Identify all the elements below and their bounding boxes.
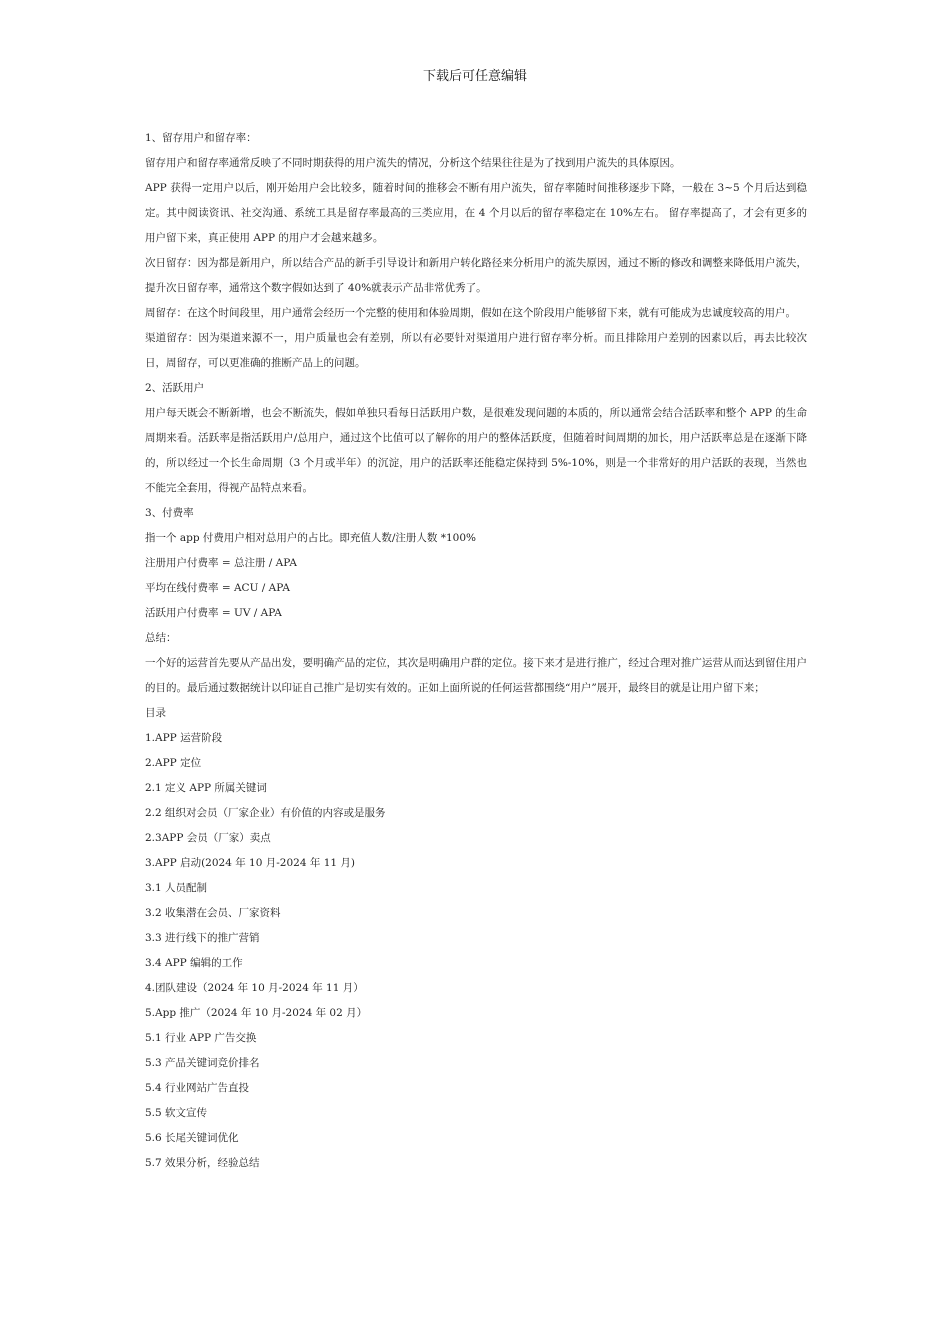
toc-item: 5.App 推广（2024 年 10 月-2024 年 02 月） (145, 1007, 368, 1019)
paragraph: 次日留存：因为都是新用户，所以结合产品的新手引导设计和新用户转化路径来分析用户的流失原因，通过不断的修改和调整来降低用户流失，提升次日留存率，通常这个数字假如达到了 40%就表示产品非常优秀了。 (145, 257, 807, 294)
document-body (145, 126, 807, 1176)
formula-line: 活跃用户付费率 = UV / APA (145, 607, 282, 619)
paragraph: 留存用户和留存率通常反映了不同时期获得的用户流失的情况，分析这个结果往往是为了找到用户流失的具体原因。 (145, 157, 681, 169)
summary-heading: 总结： (145, 632, 177, 644)
paragraph: 指一个 app 付费用户相对总用户的占比。即充值人数/注册人数 *100% (145, 532, 477, 544)
section-heading-pay-rate: 3、付费率 (145, 507, 194, 519)
toc-item: 5.5 软文宣传 (145, 1107, 208, 1119)
toc-item: 3.4 APP 编辑的工作 (145, 957, 243, 969)
formula-line: 平均在线付费率 = ACU / APA (145, 582, 290, 594)
toc-item: 3.APP 启动(2024 年 10 月-2024 年 11 月) (145, 857, 355, 869)
paragraph: 用户每天既会不断新增，也会不断流失，假如单独只看每日活跃用户数，是很难发现问题的本质的，所以通常会结合活跃率和整个 APP 的生命周期来看。活跃率是指活跃用户/总用户，通过这个比值可以了解你的用户的整体活跃度，但随着时间周期的加长，用户活跃率总是在逐渐下降的，所以经过一个长生命周期（3 个月或半年）的沉淀，用户的活跃率还能稳定保持到 5%-10%，则是一个非常好的用户活跃的表现，当然也不能完全套用，得视产品特点来看。 (145, 407, 807, 494)
toc-item: 5.7 效果分析，经验总结 (145, 1157, 260, 1169)
header-title: 下载后可任意编辑 (422, 69, 527, 84)
paragraph: APP 获得一定用户以后，刚开始用户会比较多，随着时间的推移会不断有用户流失，留存率随时间推移逐步下降，一般在 3~5 个月后达到稳定。其中阅读资讯、社交沟通、系统工具是留存率最高的三类应用，在 4 个月以后的留存率稳定在 10%左右。 留存率提高了，才会有更多的用户留下来，真正使用 APP 的用户才会越来越多。 (145, 182, 807, 244)
toc-item: 2.3APP 会员（厂家）卖点 (145, 832, 271, 844)
toc-item: 5.1 行业 APP 广告交换 (145, 1032, 257, 1044)
paragraph: 渠道留存：因为渠道来源不一，用户质量也会有差别，所以有必要针对渠道用户进行留存率分析。而且排除用户差别的因素以后，再去比较次日，周留存，可以更准确的推断产品上的问题。 (145, 332, 807, 369)
toc-item: 5.6 长尾关键词优化 (145, 1132, 239, 1144)
toc-item: 5.4 行业网站广告直投 (145, 1082, 250, 1094)
toc-item: 2.2 组织对会员（厂家企业）有价值的内容或是服务 (145, 807, 386, 819)
section-heading-active-users: 2、活跃用户 (145, 382, 205, 394)
page-header (0, 68, 950, 86)
toc-item: 3.3 进行线下的推广营销 (145, 932, 260, 944)
paragraph: 一个好的运营首先要从产品出发，要明确产品的定位，其次是明确用户群的定位。接下来才是进行推广，经过合理对推广运营从而达到留住用户的目的。最后通过数据统计以印证自己推广是切实有效的。正如上面所说的任何运营都围绕“用户”展开，最终目的就是让用户留下来； (145, 657, 807, 694)
formula-line: 注册用户付费率 = 总注册 / APA (145, 557, 297, 569)
toc-item: 1.APP 运营阶段 (145, 732, 223, 744)
toc-item: 2.1 定义 APP 所属关键词 (145, 782, 267, 794)
toc-item: 3.1 人员配制 (145, 882, 208, 894)
section-heading-retention: 1、留存用户和留存率： (145, 132, 257, 144)
toc-item: 3.2 收集潜在会员、厂家资料 (145, 907, 281, 919)
toc-item: 4.团队建设（2024 年 10 月-2024 年 11 月） (145, 982, 364, 994)
toc-item: 5.3 产品关键词竞价排名 (145, 1057, 260, 1069)
toc-heading: 目录 (145, 707, 166, 719)
paragraph: 周留存：在这个时间段里，用户通常会经历一个完整的使用和体验周期，假如在这个阶段用户能够留下来，就有可能成为忠诚度较高的用户。 (145, 307, 796, 319)
toc-item: 2.APP 定位 (145, 757, 202, 769)
